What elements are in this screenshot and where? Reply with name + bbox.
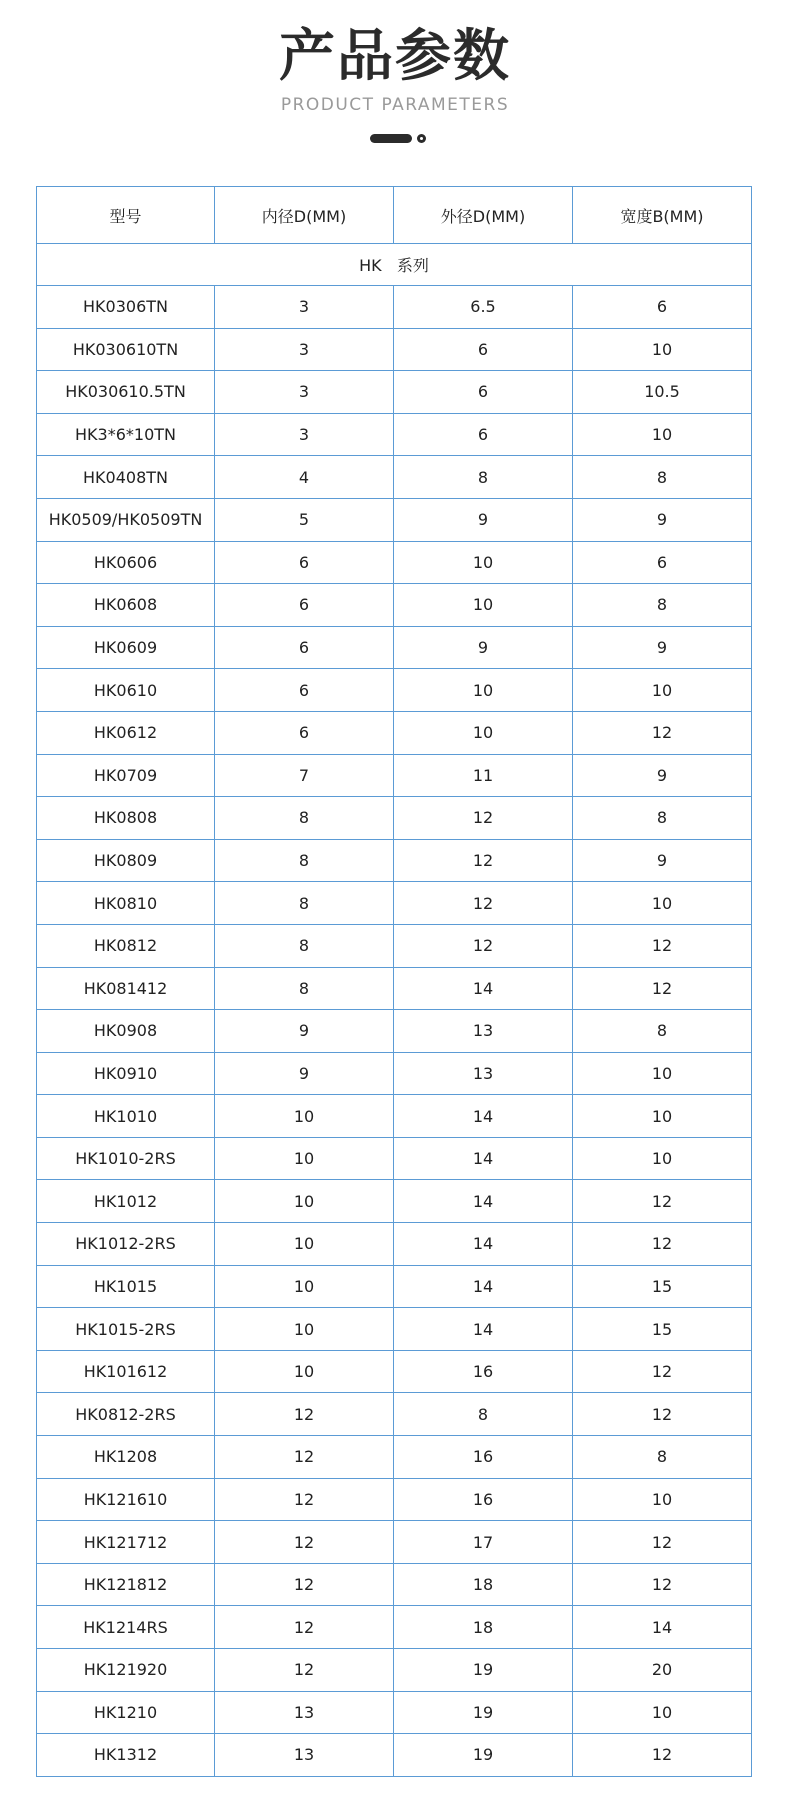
table-row	[37, 1393, 752, 1436]
cell-outer-diameter: 12	[394, 924, 573, 967]
cell-model: HK121610	[37, 1478, 215, 1521]
cell-outer-diameter: 6.5	[394, 286, 573, 329]
cell-model: HK121812	[37, 1563, 215, 1606]
table-row	[37, 1010, 752, 1053]
cell-width: 15	[573, 1265, 752, 1308]
table-row	[37, 328, 752, 371]
cell-model: HK0810	[37, 882, 215, 925]
cell-outer-diameter: 14	[394, 967, 573, 1010]
cell-width: 10	[573, 882, 752, 925]
cell-outer-diameter: 14	[394, 1180, 573, 1223]
cell-width: 15	[573, 1308, 752, 1351]
page-title: 产品参数	[279, 24, 511, 89]
cell-inner-diameter: 8	[215, 967, 394, 1010]
column-header-model: 型号	[37, 187, 215, 244]
table-row	[37, 1350, 752, 1393]
cell-model: HK0709	[37, 754, 215, 797]
cell-width: 10.5	[573, 371, 752, 414]
cell-width: 12	[573, 1563, 752, 1606]
cell-model: HK1214RS	[37, 1606, 215, 1649]
column-header-inner-diameter: 内径D(MM)	[215, 187, 394, 244]
table-row	[37, 1478, 752, 1521]
cell-model: HK1015-2RS	[37, 1308, 215, 1351]
cell-model: HK0610	[37, 669, 215, 712]
cell-model: HK0612	[37, 711, 215, 754]
cell-width: 9	[573, 626, 752, 669]
cell-outer-diameter: 18	[394, 1606, 573, 1649]
cell-outer-diameter: 14	[394, 1223, 573, 1266]
table-row	[37, 1521, 752, 1564]
cell-model: HK1012-2RS	[37, 1223, 215, 1266]
cell-width: 8	[573, 1436, 752, 1479]
cell-model: HK0606	[37, 541, 215, 584]
cell-width: 12	[573, 1350, 752, 1393]
cell-width: 9	[573, 839, 752, 882]
cell-outer-diameter: 19	[394, 1734, 573, 1777]
cell-inner-diameter: 10	[215, 1223, 394, 1266]
title-divider	[370, 132, 430, 144]
cell-width: 12	[573, 1734, 752, 1777]
cell-outer-diameter: 17	[394, 1521, 573, 1564]
cell-width: 12	[573, 1393, 752, 1436]
cell-model: HK101612	[37, 1350, 215, 1393]
cell-width: 8	[573, 1010, 752, 1053]
cell-width: 20	[573, 1649, 752, 1692]
cell-inner-diameter: 7	[215, 754, 394, 797]
page-header	[0, 0, 790, 170]
cell-outer-diameter: 16	[394, 1350, 573, 1393]
cell-inner-diameter: 12	[215, 1521, 394, 1564]
cell-width: 12	[573, 967, 752, 1010]
cell-model: HK0812	[37, 924, 215, 967]
cell-inner-diameter: 12	[215, 1436, 394, 1479]
cell-outer-diameter: 8	[394, 1393, 573, 1436]
table-row	[37, 1606, 752, 1649]
table-row	[37, 839, 752, 882]
cell-outer-diameter: 16	[394, 1478, 573, 1521]
cell-inner-diameter: 13	[215, 1734, 394, 1777]
table-row	[37, 1265, 752, 1308]
column-header-outer-diameter: 外径D(MM)	[394, 187, 573, 244]
cell-inner-diameter: 10	[215, 1095, 394, 1138]
cell-width: 10	[573, 1691, 752, 1734]
parameters-table	[36, 186, 752, 1777]
cell-width: 10	[573, 669, 752, 712]
table-row	[37, 1436, 752, 1479]
cell-width: 6	[573, 541, 752, 584]
cell-inner-diameter: 9	[215, 1010, 394, 1053]
cell-inner-diameter: 12	[215, 1649, 394, 1692]
table-row	[37, 1308, 752, 1351]
cell-model: HK1208	[37, 1436, 215, 1479]
table-row	[37, 1563, 752, 1606]
table-row	[37, 1734, 752, 1777]
cell-width: 12	[573, 1180, 752, 1223]
table-row	[37, 1137, 752, 1180]
table-row	[37, 711, 752, 754]
cell-outer-diameter: 10	[394, 711, 573, 754]
cell-model: HK3*6*10TN	[37, 413, 215, 456]
series-label: HK 系列	[37, 244, 752, 286]
cell-width: 10	[573, 328, 752, 371]
cell-outer-diameter: 19	[394, 1691, 573, 1734]
table-row	[37, 754, 752, 797]
cell-model: HK030610.5TN	[37, 371, 215, 414]
page-subtitle: PRODUCT PARAMETERS	[280, 95, 510, 115]
cell-inner-diameter: 9	[215, 1052, 394, 1095]
cell-inner-diameter: 4	[215, 456, 394, 499]
table-row	[37, 456, 752, 499]
table-row	[37, 1095, 752, 1138]
cell-inner-diameter: 3	[215, 328, 394, 371]
cell-inner-diameter: 6	[215, 669, 394, 712]
cell-inner-diameter: 6	[215, 711, 394, 754]
cell-width: 12	[573, 1521, 752, 1564]
cell-width: 9	[573, 754, 752, 797]
cell-inner-diameter: 6	[215, 626, 394, 669]
divider-dot	[417, 134, 426, 143]
table-row	[37, 1180, 752, 1223]
cell-model: HK0808	[37, 797, 215, 840]
cell-inner-diameter: 8	[215, 797, 394, 840]
table-row	[37, 371, 752, 414]
cell-inner-diameter: 10	[215, 1308, 394, 1351]
cell-model: HK1312	[37, 1734, 215, 1777]
cell-inner-diameter: 12	[215, 1478, 394, 1521]
cell-width: 9	[573, 498, 752, 541]
cell-width: 10	[573, 1095, 752, 1138]
table-row	[37, 882, 752, 925]
cell-model: HK081412	[37, 967, 215, 1010]
column-header-width: 宽度B(MM)	[573, 187, 752, 244]
cell-inner-diameter: 3	[215, 371, 394, 414]
cell-inner-diameter: 10	[215, 1137, 394, 1180]
cell-model: HK0908	[37, 1010, 215, 1053]
cell-outer-diameter: 12	[394, 797, 573, 840]
table-row	[37, 1691, 752, 1734]
table-row	[37, 498, 752, 541]
cell-outer-diameter: 6	[394, 413, 573, 456]
cell-inner-diameter: 6	[215, 584, 394, 627]
cell-model: HK1010-2RS	[37, 1137, 215, 1180]
cell-inner-diameter: 8	[215, 924, 394, 967]
cell-model: HK1012	[37, 1180, 215, 1223]
cell-width: 12	[573, 711, 752, 754]
table-row	[37, 626, 752, 669]
cell-outer-diameter: 11	[394, 754, 573, 797]
cell-inner-diameter: 10	[215, 1180, 394, 1223]
cell-inner-diameter: 8	[215, 882, 394, 925]
cell-width: 12	[573, 924, 752, 967]
cell-width: 10	[573, 1137, 752, 1180]
cell-outer-diameter: 10	[394, 584, 573, 627]
cell-width: 14	[573, 1606, 752, 1649]
cell-outer-diameter: 9	[394, 498, 573, 541]
table-row	[37, 584, 752, 627]
cell-model: HK0910	[37, 1052, 215, 1095]
cell-outer-diameter: 6	[394, 328, 573, 371]
cell-outer-diameter: 16	[394, 1436, 573, 1479]
cell-width: 10	[573, 1478, 752, 1521]
table-row	[37, 797, 752, 840]
cell-outer-diameter: 13	[394, 1052, 573, 1095]
cell-outer-diameter: 13	[394, 1010, 573, 1053]
cell-inner-diameter: 13	[215, 1691, 394, 1734]
cell-inner-diameter: 3	[215, 413, 394, 456]
cell-inner-diameter: 10	[215, 1265, 394, 1308]
cell-inner-diameter: 8	[215, 839, 394, 882]
table-row	[37, 541, 752, 584]
cell-model: HK0509/HK0509TN	[37, 498, 215, 541]
cell-outer-diameter: 12	[394, 882, 573, 925]
cell-inner-diameter: 12	[215, 1606, 394, 1649]
cell-outer-diameter: 12	[394, 839, 573, 882]
cell-model: HK121712	[37, 1521, 215, 1564]
cell-outer-diameter: 9	[394, 626, 573, 669]
cell-inner-diameter: 10	[215, 1350, 394, 1393]
cell-outer-diameter: 14	[394, 1265, 573, 1308]
cell-model: HK1015	[37, 1265, 215, 1308]
cell-outer-diameter: 19	[394, 1649, 573, 1692]
cell-width: 8	[573, 584, 752, 627]
table-row	[37, 286, 752, 329]
cell-width: 12	[573, 1223, 752, 1266]
cell-model: HK1210	[37, 1691, 215, 1734]
divider-bar	[370, 134, 412, 143]
cell-model: HK1010	[37, 1095, 215, 1138]
table-row	[37, 1052, 752, 1095]
cell-outer-diameter: 8	[394, 456, 573, 499]
cell-model: HK121920	[37, 1649, 215, 1692]
cell-inner-diameter: 5	[215, 498, 394, 541]
cell-outer-diameter: 6	[394, 371, 573, 414]
table-row	[37, 413, 752, 456]
table-row	[37, 967, 752, 1010]
cell-inner-diameter: 12	[215, 1393, 394, 1436]
cell-outer-diameter: 10	[394, 541, 573, 584]
cell-inner-diameter: 12	[215, 1563, 394, 1606]
cell-model: HK0408TN	[37, 456, 215, 499]
cell-outer-diameter: 14	[394, 1308, 573, 1351]
table-row	[37, 1649, 752, 1692]
cell-model: HK0809	[37, 839, 215, 882]
cell-outer-diameter: 18	[394, 1563, 573, 1606]
cell-outer-diameter: 14	[394, 1095, 573, 1138]
cell-width: 6	[573, 286, 752, 329]
series-row	[37, 244, 752, 286]
cell-model: HK030610TN	[37, 328, 215, 371]
cell-width: 8	[573, 456, 752, 499]
cell-width: 10	[573, 413, 752, 456]
table-row	[37, 669, 752, 712]
cell-inner-diameter: 3	[215, 286, 394, 329]
table-header-row	[37, 187, 752, 244]
cell-width: 8	[573, 797, 752, 840]
table-row	[37, 1223, 752, 1266]
table-row	[37, 924, 752, 967]
cell-outer-diameter: 14	[394, 1137, 573, 1180]
cell-model: HK0609	[37, 626, 215, 669]
cell-inner-diameter: 6	[215, 541, 394, 584]
cell-model: HK0608	[37, 584, 215, 627]
cell-width: 10	[573, 1052, 752, 1095]
cell-model: HK0306TN	[37, 286, 215, 329]
cell-model: HK0812-2RS	[37, 1393, 215, 1436]
cell-outer-diameter: 10	[394, 669, 573, 712]
